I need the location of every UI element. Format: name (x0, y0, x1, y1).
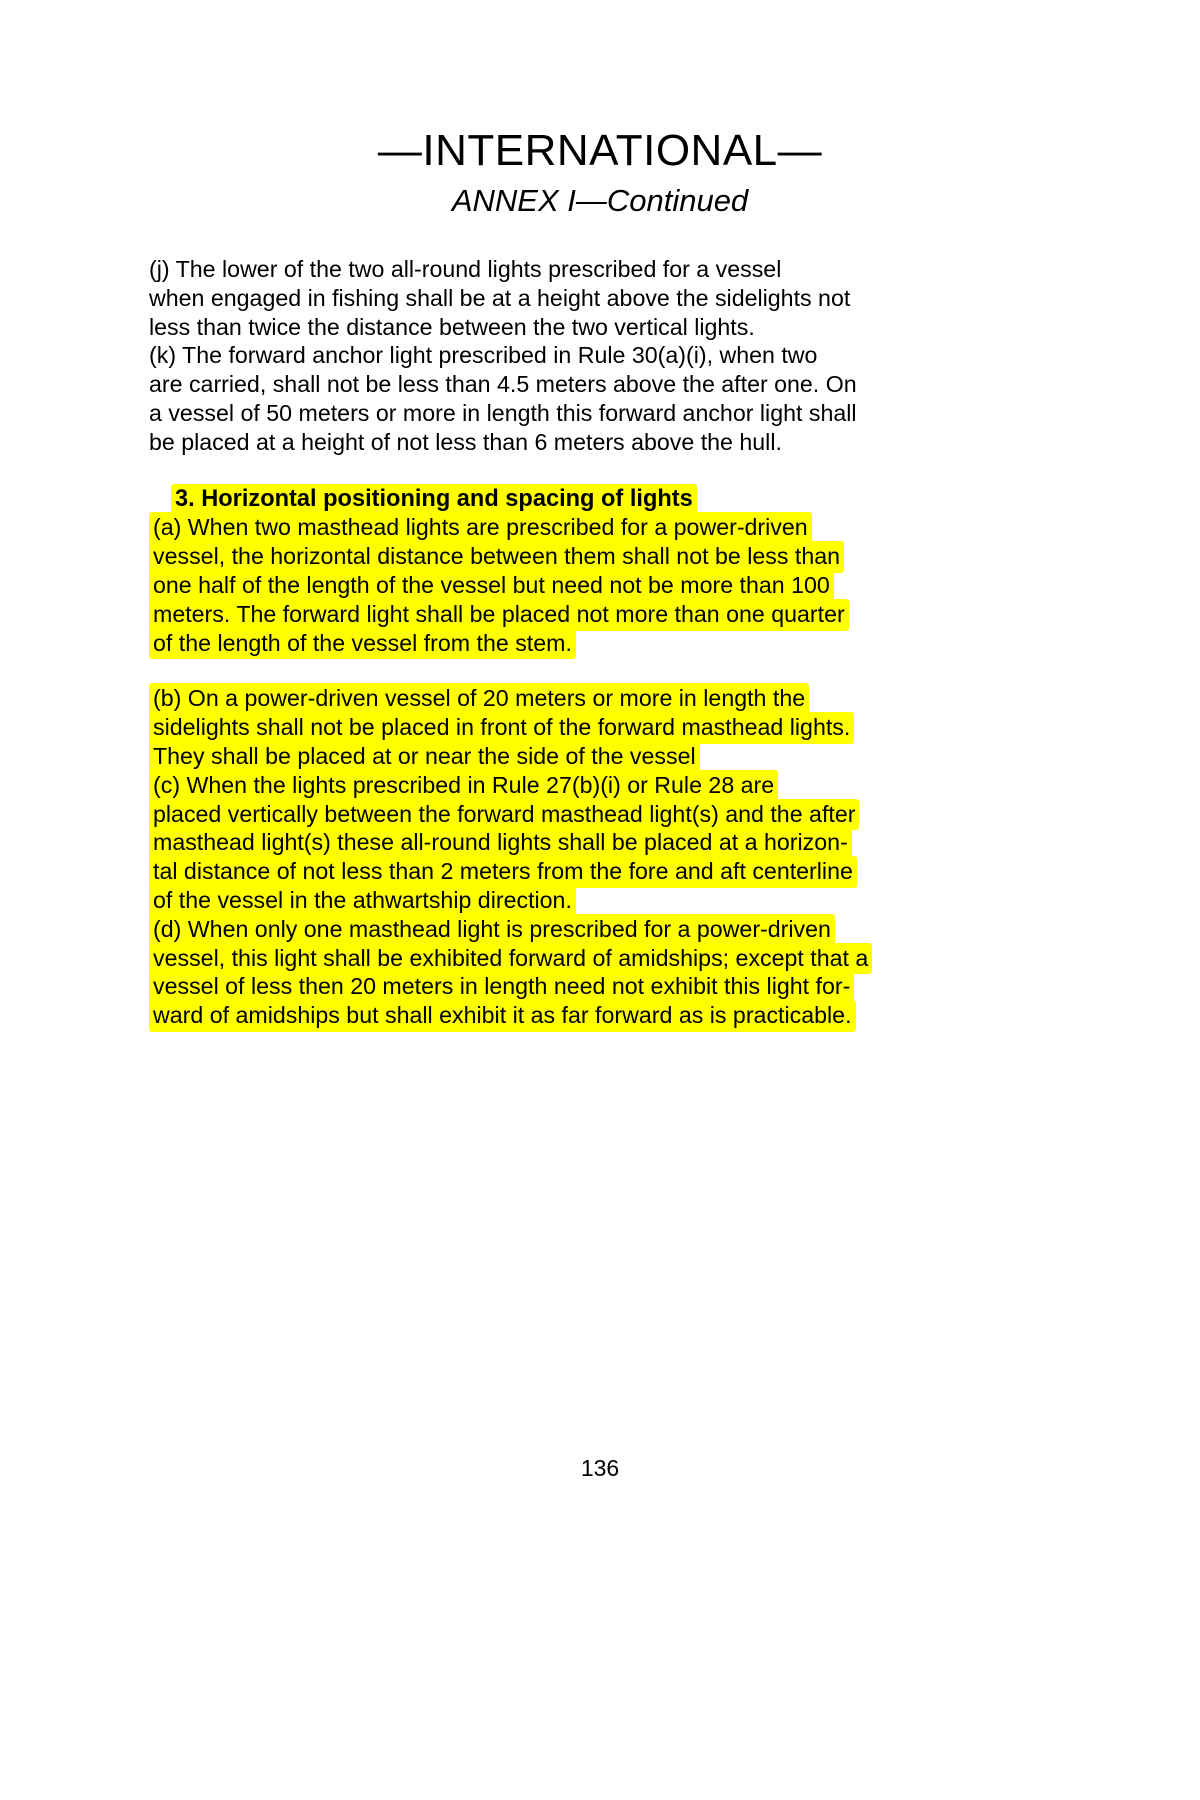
text-line (149, 370, 877, 399)
section-heading-text: 3. Horizontal positioning and spacing of lights (171, 484, 697, 516)
text-line-content: (j) The lower of the two all-round lights prescribed for a vessel (149, 256, 782, 282)
text-line (149, 570, 877, 599)
text-line (149, 255, 877, 284)
text-line-content: (k) The forward anchor light prescribed in Rule 30(a)(i), when two (149, 342, 818, 369)
paragraph-b (149, 683, 877, 769)
text-line (149, 683, 877, 712)
page-header (0, 0, 1200, 218)
text-line (149, 399, 877, 428)
paragraph-c (149, 770, 877, 914)
text-line-content: are carried, shall not be less than 4.5 meters above the after one. On (149, 371, 857, 398)
text-line (149, 284, 877, 313)
text-line-content: of the length of the vessel from the stem. (149, 628, 576, 660)
text-line-content: tal distance of not less than 2 meters from the fore and aft centerline (149, 856, 857, 888)
text-line-content: when engaged in fishing shall be at a height above the sidelights not (149, 284, 851, 311)
text-line-content: be placed at a height of not less than 6 meters above the hull. (149, 428, 782, 455)
text-line-content: vessel, this light shall be exhibited forward of amidships; except that a (149, 943, 872, 975)
text-line (149, 770, 877, 799)
paragraph-spacer (149, 656, 877, 683)
page-title: —INTERNATIONAL— (377, 126, 823, 175)
text-line (149, 885, 877, 914)
text-line-content: sidelights shall not be placed in front of the forward masthead lights. (149, 712, 854, 744)
text-line-content: placed vertically between the forward masthead light(s) and the after (149, 799, 859, 831)
text-line-content: (c) When the lights prescribed in Rule 27(b)(i) or Rule 28 are (149, 770, 778, 802)
text-line (149, 484, 877, 513)
text-line-content: (b) On a power-driven vessel of 20 meters or more in length the (149, 683, 809, 715)
text-line-content: vessel of less then 20 meters in length need not exhibit this light for- (149, 971, 854, 1003)
text-line (149, 541, 877, 570)
text-line (149, 741, 877, 770)
text-line (149, 599, 877, 628)
text-line (149, 1000, 877, 1029)
text-line (149, 971, 877, 1000)
text-line-content: (d) When only one masthead light is prescribed for a power-driven (149, 914, 835, 946)
text-line (149, 313, 877, 342)
text-line-content: They shall be placed at or near the side of the vessel (149, 741, 700, 773)
text-line-content: masthead light(s) these all-round lights shall be placed at a horizon- (149, 827, 852, 859)
text-line-content: vessel, the horizontal distance between them shall not be less than (149, 541, 844, 573)
text-line-content: a vessel of 50 meters or more in length this forward anchor light shall (149, 399, 857, 426)
paragraph-spacer (149, 457, 877, 484)
text-line (149, 428, 877, 457)
text-line (149, 341, 877, 370)
paragraph-k (149, 341, 877, 456)
page-footer (0, 1455, 1200, 1482)
page-subtitle: ANNEX I—Continued (451, 183, 749, 219)
text-line (149, 914, 877, 943)
text-line (149, 799, 877, 828)
document-body (149, 255, 877, 1029)
text-line (149, 512, 877, 541)
text-line (149, 856, 877, 885)
text-line-content: of the vessel in the athwartship direction. (149, 885, 576, 917)
text-line-content: (a) When two masthead lights are prescribed for a power-driven (149, 512, 812, 544)
text-line-content: ward of amidships but shall exhibit it as far forward as is practicable. (149, 1000, 856, 1032)
text-line (149, 943, 877, 972)
paragraph-j (149, 255, 877, 341)
text-line (149, 827, 877, 856)
text-line-content: one half of the length of the vessel but need not be more than 100 (149, 570, 834, 602)
text-line-content: meters. The forward light shall be placed not more than one quarter (149, 599, 849, 631)
page-number: 136 (580, 1455, 620, 1481)
paragraph-a (149, 512, 877, 656)
text-line (149, 628, 877, 657)
section-heading-3 (149, 484, 877, 513)
text-line (149, 712, 877, 741)
paragraph-d (149, 914, 877, 1029)
text-line-content: less than twice the distance between the two vertical lights. (149, 313, 755, 340)
